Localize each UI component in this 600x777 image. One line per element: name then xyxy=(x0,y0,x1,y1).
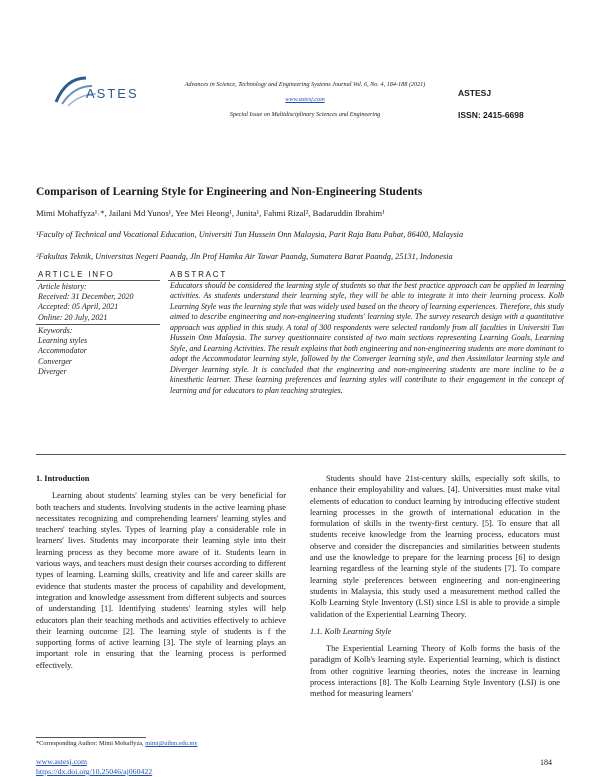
page-footer xyxy=(36,757,152,777)
brand-block xyxy=(458,82,568,126)
received-date: Received: 31 December, 2020 xyxy=(38,292,134,302)
logo-text: ASTES xyxy=(86,86,139,101)
intro-paragraph: Learning about students' learning styles can be very beneficial for both teachers and students. Involving students in the active learning phase necessitates recognizing and comprehending learners' learning styles and teachers' teaching styles. Types of learning play a considerable role in learners' lives. Students may incorporate their learning style into their learning process as they become more aware of it. Students learn in various ways, and teachers must design their courses according to different types of learning. Learning skills, creativity and life and career skills are evidence that students master the process of capability and development, integration and knowledge assessment from different subjects and sources of understanding [1]. Identifying students' learning styles will help educators plan their teaching methods and activities effectively to achieve their learning outcome [2]. The learning style of students is f the supporting forms of active learning [3]. The style of learning plays an important role in ensuring that the learning process is performed effectively. xyxy=(36,491,286,670)
page-number: 184 xyxy=(540,758,552,767)
right-column xyxy=(310,473,560,700)
brand-name: ASTESJ xyxy=(458,88,492,98)
keyword-item: Converger xyxy=(38,356,72,366)
footnote-text: *Corresponding Author: Mimi Mohaffyza, xyxy=(36,740,146,747)
keywords-label: Keywords: xyxy=(38,326,73,335)
article-info-heading: ARTICLE INFO xyxy=(38,270,115,279)
kolb-paragraph: The Experiential Learning Theory of Kolb forms the basis of the paradigm of Kolb's learning style. Experiential learning, which is distinct from other cognitive learning theories, notes the increase in learning process interactions [8]. The Kolb Learning Style Inventory (LSI) is one method for measuring learners' xyxy=(310,644,560,699)
abstract-bottom-rule xyxy=(36,454,566,455)
keyword-item: Diverger xyxy=(38,366,67,376)
author-email-link[interactable]: mimi@uthm.edu.my xyxy=(145,740,198,747)
affiliation-1: ¹Faculty of Technical and Vocational Education, Universiti Tun Hussein Onn Malaysia, Parit Raja Batu Pahat, 86400, Malaysia xyxy=(36,230,464,239)
abstract-heading: ABSTRACT xyxy=(170,270,228,279)
keyword-item: Accommodator xyxy=(38,346,87,356)
left-column xyxy=(36,473,286,671)
site-link[interactable]: www.astesj.com xyxy=(36,757,88,766)
paper-title: Comparison of Learning Style for Engineering and Non-Engineering Students xyxy=(36,185,423,198)
affiliation-2: ²Fakultas Teknik, Universitas Negeri Paandg, Jln Prof Hamka Air Tawar Paandg, Sumatera Barat Paandg, 25131, Indonesia xyxy=(36,252,453,261)
footnote-rule xyxy=(36,737,146,738)
authors: Mimi Mohaffyza¹˒*, Jailani Md Yunos¹, Yee Mei Heong¹, Junita¹, Fahmi Rizal², Badaruddin Ibrahim¹ xyxy=(36,208,385,218)
abstract-text: Educators should be considered the learning style of students so that the best practice approach can be applied in learning activities. As students understand their learning style, they will be able to integrate it into their learning process. Kolb Learning Style was the learning style that was widely used based on the theory of learning experiences. Therefore, this study aimed to describe engineering and non-engineering students' learning style. The survey research design with a quantitative approach was applied in this study. A total of 300 respondents were selected randomly from all faculties in Universiti Tun Hussein Onn Malaysia. The survey questionnaire consisted of two main sections representing Learning Goals, Learning Style, and Learning Activities. The result explains that both engineering and non-engineering students are more dominant to adopt the Accommodator learning style, followed by the Converger learning style, and then Assimilator learning style and Diverger learning style. It is concluded that the engineering and non-engineering students are more incline to be a kinesthetic learner. These learning preferences and learning styles will contribute to their engagement in the concept of learning and for educators to plan teaching strategies. xyxy=(170,281,564,395)
keyword-item: Learning styles xyxy=(38,336,88,346)
corresponding-author-footnote xyxy=(36,740,198,747)
section-title-introduction: 1. Introduction xyxy=(36,474,90,483)
history-label: Article history: xyxy=(38,282,87,291)
online-date: Online: 20 July, 2021 xyxy=(38,312,108,322)
info-top-rule xyxy=(36,280,160,281)
article-history xyxy=(38,282,158,323)
journal-header xyxy=(140,80,470,119)
special-issue: Special Issue on Multidisciplinary Sciences and Engineering xyxy=(229,111,381,118)
intro-paragraph-2: Students should have 21st-century skills, especially soft skills, to enhance their employability and values. [4]. Universities must make vital elements of education to conduct learning by introducing effective student learning processes in the growth of international education in the formulation of skills in the twenty-first century. [5]. To ensure that all students receive knowledge from the learning process, educators must observe and consider the discrepancies and similarities between students and use the knowledge to prepare for the learning process [6] to design learning regardless of the learning style of the students [7]. To compare learning style preferences between engineering and non-engineering students in Malaysia, this study used a measurement method called the Kolb Learning Style Inventory (LSI) since LSI is able to provide a simple validation of the Experiential Learning Theory. xyxy=(310,474,560,619)
accepted-date: Accepted: 05 April, 2021 xyxy=(38,302,119,312)
info-mid-rule xyxy=(36,324,160,325)
issn: ISSN: 2415-6698 xyxy=(458,110,524,120)
journal-url-link[interactable]: www.astesj.com xyxy=(285,96,325,103)
doi-link[interactable]: https://dx.doi.org/10.25046/aj060422 xyxy=(36,767,153,776)
subsection-title-kolb: 1.1. Kolb Learning Style xyxy=(310,626,392,636)
keywords-block xyxy=(38,326,158,377)
journal-line: Advances in Science, Technology and Engineering Systems Journal Vol. 6, No. 4, 184-188 (2021) xyxy=(184,81,426,88)
